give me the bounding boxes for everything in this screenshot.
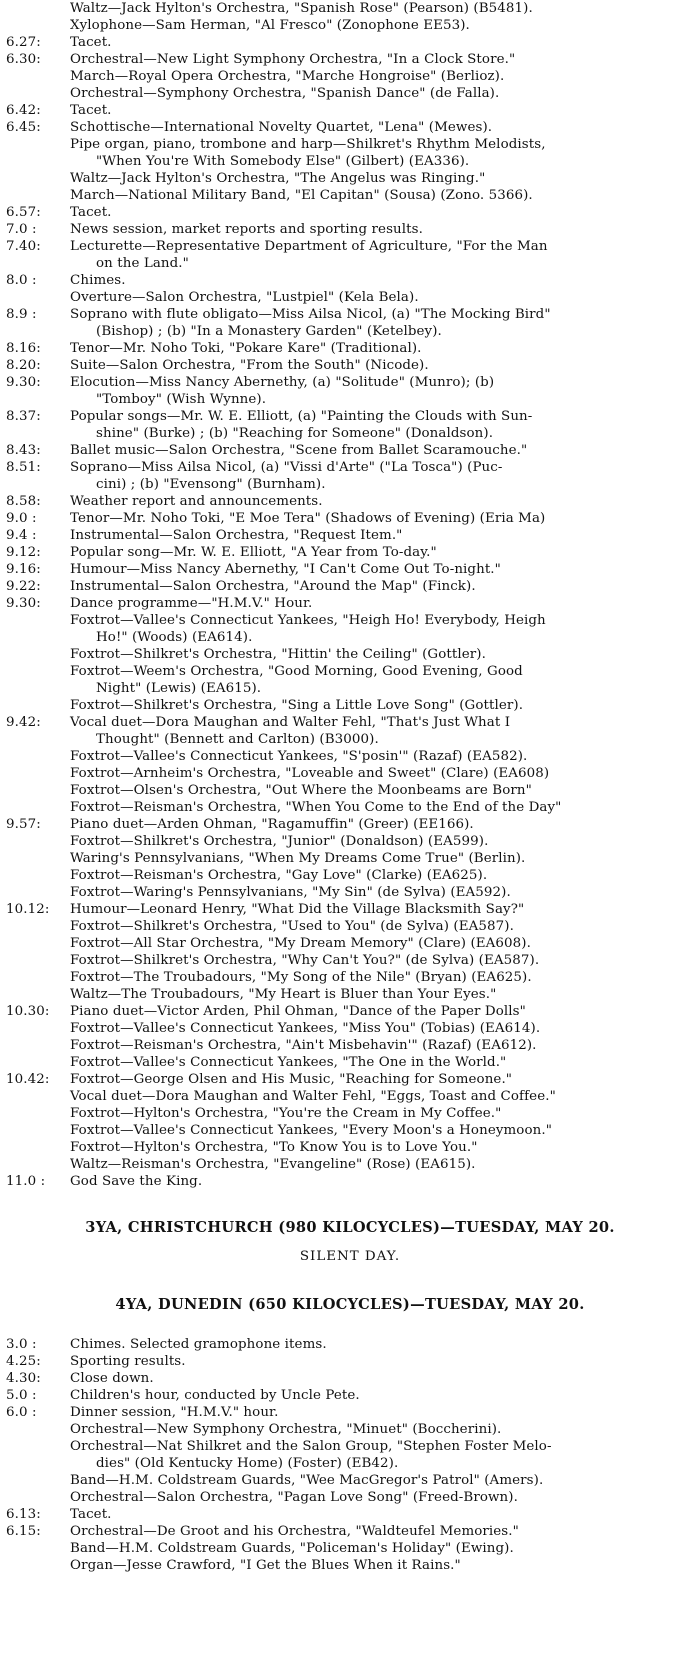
programme-text: Tenor—Mr. Noho Toki, "Pokare Kare" (Traditional). xyxy=(70,341,422,356)
programme-line xyxy=(0,1353,694,1370)
programme-line xyxy=(0,119,694,136)
programme-text: Instrumental—Salon Orchestra, "Around the Map" (Finck). xyxy=(70,579,476,594)
programme-text: Night" (Lewis) (EA615). xyxy=(96,681,262,696)
programme-line xyxy=(0,1438,694,1455)
programme-text: Waring's Pennsylvanians, "When My Dreams Come True" (Berlin). xyxy=(70,851,526,866)
programme-line xyxy=(0,544,694,561)
programme-line xyxy=(0,595,694,612)
programme-text: Ballet music—Salon Orchestra, "Scene from Ballet Scaramouche." xyxy=(70,443,528,458)
programme-line xyxy=(0,0,694,17)
programme-line xyxy=(0,1173,694,1190)
programme-text: Foxtrot—Waring's Pennsylvanians, "My Sin" (de Sylva) (EA592). xyxy=(70,885,511,900)
programme-text: Lecturette—Representative Department of Agriculture, "For the Man xyxy=(70,239,548,254)
programme-line xyxy=(0,748,694,765)
programme-text: Orchestral—Nat Shilkret and the Salon Group, "Stephen Foster Melo- xyxy=(70,1439,552,1454)
programme-text: Close down. xyxy=(70,1371,154,1386)
time-label: 8.43: xyxy=(6,443,41,458)
programme-text: Waltz—The Troubadours, "My Heart is Bluer than Your Eyes." xyxy=(70,987,497,1002)
programme-line xyxy=(0,952,694,969)
programme-line xyxy=(0,510,694,527)
programme-text: Instrumental—Salon Orchestra, "Request Item." xyxy=(70,528,403,543)
programme-line xyxy=(0,663,694,680)
programme-line xyxy=(0,1139,694,1156)
time-label: 8.37: xyxy=(6,409,41,424)
programme-line xyxy=(0,867,694,884)
programme-line xyxy=(0,1489,694,1506)
time-label: 6.13: xyxy=(6,1507,41,1522)
programme-line xyxy=(0,34,694,51)
programme-text: Tenor—Mr. Noho Toki, "E Moe Tera" (Shadows of Evening) (Eria Ma) xyxy=(70,511,546,526)
programme-line xyxy=(0,459,694,476)
programme-line xyxy=(0,561,694,578)
programme-text: (Bishop) ; (b) "In a Monastery Garden" (Ketelbey). xyxy=(96,324,442,339)
time-label: 9.4 : xyxy=(6,528,37,543)
programme-line xyxy=(0,1054,694,1071)
programme-line xyxy=(0,1472,694,1489)
programme-line xyxy=(0,1020,694,1037)
programme-text: Orchestral—Symphony Orchestra, "Spanish Dance" (de Falla). xyxy=(70,86,500,101)
programme-line xyxy=(0,646,694,663)
time-label: 9.42: xyxy=(6,715,41,730)
time-label: 10.42: xyxy=(6,1072,50,1087)
programme-line xyxy=(0,255,694,272)
programme-text: Orchestral—De Groot and his Orchestra, "Waldteufel Memories." xyxy=(70,1524,519,1539)
time-label: 8.58: xyxy=(6,494,41,509)
programme-line xyxy=(0,357,694,374)
programme-line xyxy=(0,340,694,357)
programme-text: Orchestral—New Symphony Orchestra, "Minuet" (Boccherini). xyxy=(70,1422,502,1437)
programme-line xyxy=(0,765,694,782)
programme-line xyxy=(0,170,694,187)
section-heading-4ya: 4YA, DUNEDIN (650 KILOCYCLES)—TUESDAY, MAY 20. xyxy=(115,1296,585,1313)
programme-line xyxy=(0,986,694,1003)
programme-text: Foxtrot—Shilkret's Orchestra, "Junior" (Donaldson) (EA599). xyxy=(70,834,489,849)
programme-line xyxy=(0,799,694,816)
programme-line xyxy=(0,1370,694,1387)
programme-line xyxy=(0,68,694,85)
time-label: 4.30: xyxy=(6,1371,41,1386)
programme-line xyxy=(0,1088,694,1105)
programme-text: Chimes. xyxy=(70,273,126,288)
programme-line xyxy=(0,918,694,935)
time-label: 9.0 : xyxy=(6,511,37,526)
programme-text: Soprano—Miss Ailsa Nicol, (a) "Vissi d'Arte" ("La Tosca") (Puc- xyxy=(70,460,503,475)
programme-line xyxy=(0,306,694,323)
programme-text: News session, market reports and sporting results. xyxy=(70,222,423,237)
programme-line xyxy=(0,1387,694,1404)
time-label: 9.12: xyxy=(6,545,41,560)
programme-text: Foxtrot—The Troubadours, "My Song of the Nile" (Bryan) (EA625). xyxy=(70,970,532,985)
time-label: 11.0 : xyxy=(6,1174,46,1189)
time-label: 8.16: xyxy=(6,341,41,356)
programme-text: Foxtrot—All Star Orchestra, "My Dream Memory" (Clare) (EA608). xyxy=(70,936,531,951)
programme-text: Pipe organ, piano, trombone and harp—Shilkret's Rhythm Melodists, xyxy=(70,137,546,152)
programme-text: Popular song—Mr. W. E. Elliott, "A Year from To-day." xyxy=(70,545,437,560)
time-label: 9.16: xyxy=(6,562,41,577)
programme-line xyxy=(0,289,694,306)
programme-text: Soprano with flute obligato—Miss Ailsa Nicol, (a) "The Mocking Bird" xyxy=(70,307,551,322)
time-label: 5.0 : xyxy=(6,1388,37,1403)
programme-text: Foxtrot—Weem's Orchestra, "Good Morning, Good Evening, Good xyxy=(70,664,523,679)
programme-line xyxy=(0,782,694,799)
programme-line xyxy=(0,408,694,425)
time-label: 6.42: xyxy=(6,103,41,118)
programme-line xyxy=(0,1156,694,1173)
time-label: 9.57: xyxy=(6,817,41,832)
programme-line xyxy=(0,680,694,697)
programme-text: Foxtrot—Vallee's Connecticut Yankees, "The One in the World." xyxy=(70,1055,507,1070)
time-label: 8.9 : xyxy=(6,307,37,322)
programme-text: Foxtrot—Vallee's Connecticut Yankees, "Miss You" (Tobias) (EA614). xyxy=(70,1021,541,1036)
programme-text: shine" (Burke) ; (b) "Reaching for Someone" (Donaldson). xyxy=(96,426,494,441)
programme-text: Waltz—Jack Hylton's Orchestra, "Spanish Rose" (Pearson) (B5481). xyxy=(70,1,533,16)
programme-line xyxy=(0,612,694,629)
programme-text: Thought" (Bennett and Carlton) (B3000). xyxy=(96,732,379,747)
time-label: 7.0 : xyxy=(6,222,37,237)
programme-line xyxy=(0,102,694,119)
programme-text: Orchestral—Salon Orchestra, "Pagan Love Song" (Freed-Brown). xyxy=(70,1490,518,1505)
programme-line xyxy=(0,1071,694,1088)
programme-text: Tacet. xyxy=(70,1507,112,1522)
programme-line xyxy=(0,136,694,153)
programme-line xyxy=(0,391,694,408)
programme-text: "When You're With Somebody Else" (Gilbert) (EA336). xyxy=(96,154,470,169)
time-label: 4.25: xyxy=(6,1354,41,1369)
programme-text: Sporting results. xyxy=(70,1354,186,1369)
programme-text: Band—H.M. Coldstream Guards, "Wee MacGregor's Patrol" (Amers). xyxy=(70,1473,544,1488)
programme-line xyxy=(0,714,694,731)
programme-line xyxy=(0,476,694,493)
programme-text: cini) ; (b) "Evensong" (Burnham). xyxy=(96,477,326,492)
programme-line xyxy=(0,204,694,221)
section-heading-3ya: 3YA, CHRISTCHURCH (980 KILOCYCLES)—TUESDAY, MAY 20. xyxy=(85,1219,615,1236)
programme-text: Band—H.M. Coldstream Guards, "Policeman's Holiday" (Ewing). xyxy=(70,1541,514,1556)
programme-line xyxy=(0,1037,694,1054)
programme-line xyxy=(0,187,694,204)
programme-text: "Tomboy" (Wish Wynne). xyxy=(96,392,267,407)
time-label: 8.20: xyxy=(6,358,41,373)
time-label: 10.30: xyxy=(6,1004,50,1019)
programme-line xyxy=(0,17,694,34)
programme-line xyxy=(0,1105,694,1122)
time-label: 3.0 : xyxy=(6,1337,37,1352)
programme-text: Organ—Jesse Crawford, "I Get the Blues When it Rains." xyxy=(70,1558,461,1573)
programme-line xyxy=(0,1336,694,1353)
programme-text: Chimes. Selected gramophone items. xyxy=(70,1337,327,1352)
time-label: 6.30: xyxy=(6,52,41,67)
programme-text: Piano duet—Victor Arden, Phil Ohman, "Dance of the Paper Dolls" xyxy=(70,1004,526,1019)
programme-line xyxy=(0,493,694,510)
programme-text: March—National Military Band, "El Capitan" (Sousa) (Zono. 5366). xyxy=(70,188,533,203)
programme-line xyxy=(0,629,694,646)
time-label: 6.45: xyxy=(6,120,41,135)
programme-text: Popular songs—Mr. W. E. Elliott, (a) "Painting the Clouds with Sun- xyxy=(70,409,533,424)
programme-text: Vocal duet—Dora Maughan and Walter Fehl, "Eggs, Toast and Coffee." xyxy=(70,1089,556,1104)
time-label: 10.12: xyxy=(6,902,50,917)
programme-line xyxy=(0,1540,694,1557)
programme-text: Foxtrot—Reisman's Orchestra, "Ain't Misbehavin'" (Razaf) (EA612). xyxy=(70,1038,537,1053)
programme-line xyxy=(0,1122,694,1139)
programme-text: Schottische—International Novelty Quartet, "Lena" (Mewes). xyxy=(70,120,493,135)
programme-line xyxy=(0,935,694,952)
programme-line xyxy=(0,374,694,391)
programme-line xyxy=(0,1404,694,1421)
programme-text: Piano duet—Arden Ohman, "Ragamuffin" (Greer) (EE166). xyxy=(70,817,474,832)
programme-line xyxy=(0,1557,694,1574)
programme-text: Children's hour, conducted by Uncle Pete. xyxy=(70,1388,360,1403)
programme-line xyxy=(0,425,694,442)
programme-text: Xylophone—Sam Herman, "Al Fresco" (Zonophone EE53). xyxy=(70,18,470,33)
time-label: 6.27: xyxy=(6,35,41,50)
programme-text: Humour—Leonard Henry, "What Did the Village Blacksmith Say?" xyxy=(70,902,525,917)
programme-text: Orchestral—New Light Symphony Orchestra, "In a Clock Store." xyxy=(70,52,516,67)
programme-line xyxy=(0,85,694,102)
programme-line xyxy=(0,833,694,850)
programme-text: Foxtrot—Reisman's Orchestra, "Gay Love" (Clarke) (EA625). xyxy=(70,868,488,883)
programme-line xyxy=(0,153,694,170)
programme-text: Foxtrot—Olsen's Orchestra, "Out Where the Moonbeams are Born" xyxy=(70,783,532,798)
programme-line xyxy=(0,51,694,68)
time-label: 8.0 : xyxy=(6,273,37,288)
time-label: 9.22: xyxy=(6,579,41,594)
programme-text: Foxtrot—Hylton's Orchestra, "You're the Cream in My Coffee." xyxy=(70,1106,502,1121)
programme-text: Foxtrot—Shilkret's Orchestra, "Sing a Little Love Song" (Gottler). xyxy=(70,698,524,713)
programme-line xyxy=(0,1421,694,1438)
programme-line xyxy=(0,697,694,714)
programme-text: Vocal duet—Dora Maughan and Walter Fehl, "That's Just What I xyxy=(70,715,511,730)
programme-text: Tacet. xyxy=(70,35,112,50)
programme-text: Weather report and announcements. xyxy=(70,494,323,509)
programme-text: Foxtrot—Vallee's Connecticut Yankees, "Every Moon's a Honeymoon." xyxy=(70,1123,552,1138)
programme-text: Foxtrot—Vallee's Connecticut Yankees, "Heigh Ho! Everybody, Heigh xyxy=(70,613,546,628)
programme-line xyxy=(0,901,694,918)
time-label: 7.40: xyxy=(6,239,41,254)
programme-line xyxy=(0,1506,694,1523)
time-label: 6.0 : xyxy=(6,1405,37,1420)
programme-text: Dance programme—"H.M.V." Hour. xyxy=(70,596,313,611)
programme-text: Foxtrot—Shilkret's Orchestra, "Why Can't You?" (de Sylva) (EA587). xyxy=(70,953,540,968)
programme-text: Elocution—Miss Nancy Abernethy, (a) "Solitude" (Munro); (b) xyxy=(70,375,495,390)
programme-line xyxy=(0,442,694,459)
programme-line xyxy=(0,323,694,340)
programme-text: Waltz—Reisman's Orchestra, "Evangeline" (Rose) (EA615). xyxy=(70,1157,476,1172)
time-label: 9.30: xyxy=(6,596,41,611)
programme-line xyxy=(0,1003,694,1020)
programme-text: March—Royal Opera Orchestra, "Marche Hongroise" (Berlioz). xyxy=(70,69,505,84)
programme-text: Tacet. xyxy=(70,205,112,220)
programme-line xyxy=(0,1455,694,1472)
time-label: 6.15: xyxy=(6,1524,41,1539)
time-label: 8.51: xyxy=(6,460,41,475)
programme-text: God Save the King. xyxy=(70,1174,203,1189)
programme-text: Humour—Miss Nancy Abernethy, "I Can't Come Out To-night." xyxy=(70,562,501,577)
programme-text: Foxtrot—Shilkret's Orchestra, "Hittin' the Ceiling" (Gottler). xyxy=(70,647,486,662)
programme-line xyxy=(0,1523,694,1540)
programme-text: Dinner session, "H.M.V." hour. xyxy=(70,1405,279,1420)
programme-line xyxy=(0,272,694,289)
programme-line xyxy=(0,578,694,595)
programme-text: Foxtrot—Arnheim's Orchestra, "Loveable and Sweet" (Clare) (EA608) xyxy=(70,766,550,781)
programme-line xyxy=(0,238,694,255)
programme-text: Foxtrot—Hylton's Orchestra, "To Know You is to Love You." xyxy=(70,1140,478,1155)
programme-line xyxy=(0,884,694,901)
programme-text: Overture—Salon Orchestra, "Lustpiel" (Kela Bela). xyxy=(70,290,419,305)
programme-text: on the Land." xyxy=(96,256,189,271)
programme-text: Foxtrot—Vallee's Connecticut Yankees, "S'posin'" (Razaf) (EA582). xyxy=(70,749,528,764)
programme-line xyxy=(0,221,694,238)
programme-line xyxy=(0,850,694,867)
programme-line xyxy=(0,969,694,986)
programme-text: Tacet. xyxy=(70,103,112,118)
programme-text: Ho!" (Woods) (EA614). xyxy=(96,630,253,645)
programme-text: Waltz—Jack Hylton's Orchestra, "The Angelus was Ringing." xyxy=(70,171,486,186)
programme-text: Foxtrot—George Olsen and His Music, "Reaching for Someone." xyxy=(70,1072,513,1087)
programme-text: Foxtrot—Shilkret's Orchestra, "Used to You" (de Sylva) (EA587). xyxy=(70,919,514,934)
section-subheading-3ya: SILENT DAY. xyxy=(299,1249,401,1264)
programme-line xyxy=(0,731,694,748)
programme-line xyxy=(0,527,694,544)
programme-line xyxy=(0,816,694,833)
programme-text: Suite—Salon Orchestra, "From the South" (Nicode). xyxy=(70,358,429,373)
time-label: 9.30: xyxy=(6,375,41,390)
programme-text: Foxtrot—Reisman's Orchestra, "When You Come to the End of the Day" xyxy=(70,800,562,815)
time-label: 6.57: xyxy=(6,205,41,220)
programme-text: dies" (Old Kentucky Home) (Foster) (EB42). xyxy=(96,1456,399,1471)
